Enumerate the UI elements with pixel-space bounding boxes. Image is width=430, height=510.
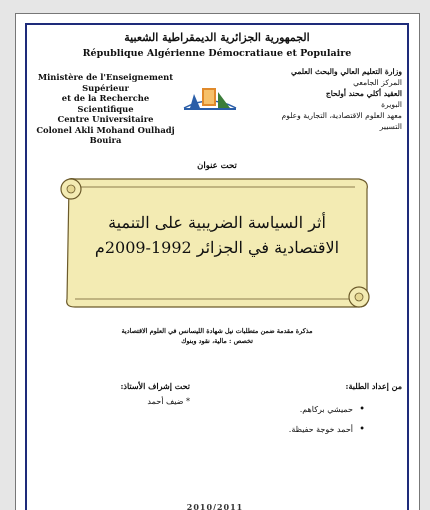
student-list xyxy=(240,400,365,440)
subtitle-label: تحت عنوان xyxy=(197,161,237,171)
republic-arabic: الجمهورية الجزائرية الديمقراطية الشعبية xyxy=(124,31,310,44)
student-name: • أحمد خوجة حفيظة. xyxy=(240,420,365,440)
ministry-ar-line: معهد العلوم الاقتصادية، التجارية وعلوم التسيير xyxy=(281,111,402,131)
memo-description: مذكرة مقدمة ضمن متطلبات نيل شهادة الليسانس في العلوم الاقتصادية xyxy=(121,327,313,335)
specialty-line: تخصص : مالية، نقود وبنوك xyxy=(181,337,253,345)
student-name: • حميشي بركاهم. xyxy=(240,400,365,420)
ministry-ar-line: العقيد أكلي محند أولحاج xyxy=(325,89,402,98)
ministry-arabic-block xyxy=(270,66,402,132)
ministry-fr-line: Colonel Akli Mohand Oulhadj xyxy=(36,124,175,135)
ministry-ar-line: البويرة xyxy=(381,100,402,109)
ministry-ar-line: المركز الجامعي xyxy=(353,78,402,87)
thesis-title-line-2: الاقتصادية في الجزائر 1992-2009م xyxy=(94,238,340,257)
ministry-fr-line: Centre Universitaire xyxy=(57,114,154,124)
supervisor-name: * ضيف أحمد xyxy=(147,397,190,406)
thesis-title-line-1: أثر السياسة الضريبية على التنمية xyxy=(108,213,326,232)
republic-french: République Algérienne Démocratiaue et Populaire xyxy=(82,48,352,59)
ministry-ar-line: وزارة التعليم العالي والبحث العلمي xyxy=(290,67,402,76)
ministry-fr-line: et de la Recherche Scientifique xyxy=(61,93,150,114)
ministry-french-block xyxy=(33,72,178,146)
ministry-fr-line: Ministère de l'Enseignement Supérieur xyxy=(37,72,174,93)
academic-year: 2010/2011 xyxy=(186,502,244,510)
students-label: من إعداد الطلبة: xyxy=(345,381,402,391)
university-logo-icon xyxy=(180,78,240,113)
ministry-fr-line: Bouira xyxy=(89,135,122,145)
supervisor-label: تحت إشراف الأستاذ: xyxy=(120,381,190,391)
